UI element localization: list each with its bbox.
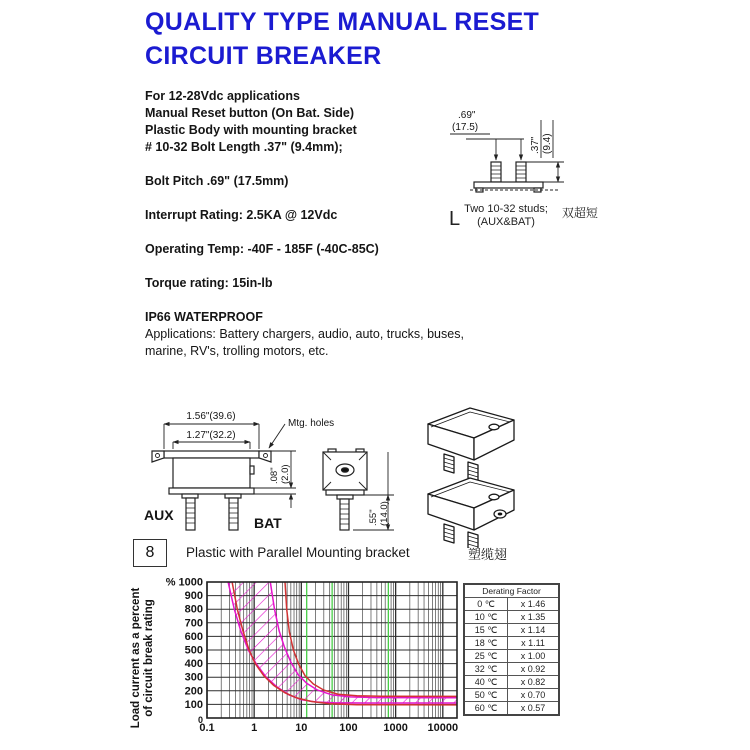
svg-text:700: 700 xyxy=(184,617,203,630)
spec-line-temp: Operating Temp: -40F - 185F (-40C-85C) xyxy=(145,242,379,256)
figure-number-box xyxy=(133,539,167,567)
label-bat: BAT xyxy=(254,515,282,531)
derating-row: 50 ℃ x 0.70 xyxy=(464,689,559,702)
stud-pitch-diagram xyxy=(446,106,611,200)
derating-row: 25 ℃ x 1.00 xyxy=(464,650,559,663)
dim-stud-mm: (14.0) xyxy=(379,501,390,526)
isometric-unit-top xyxy=(428,408,514,481)
dim-width-inner: 1.27"(32.2) xyxy=(186,430,236,441)
derating-row: 18 ℃ x 1.11 xyxy=(464,637,559,650)
stud-diagram-caption xyxy=(449,203,598,229)
svg-text:Load current as a percent: Load current as a percent xyxy=(130,587,142,729)
spec-line-ip66: IP66 WATERPROOF xyxy=(145,310,263,324)
derating-row: 60 ℃ x 0.57 xyxy=(464,702,559,716)
svg-text:% 1000: % 1000 xyxy=(165,576,203,589)
spec-line-body: Plastic Body with mounting bracket xyxy=(145,123,357,137)
page-title-line2: CIRCUIT BREAKER xyxy=(145,42,382,70)
figure-caption: Plastic with Parallel Mounting bracket xyxy=(186,545,410,560)
figure-caption-chinese: 塑缆翅 xyxy=(468,547,508,562)
dim-length-mm: (9.4) xyxy=(542,133,553,154)
spec-line-pitch: Bolt Pitch .69" (17.5mm) xyxy=(145,174,289,188)
derating-row: 40 ℃ x 0.82 xyxy=(464,676,559,689)
svg-text:10: 10 xyxy=(295,722,308,734)
derating-row: 15 ℃ x 1.14 xyxy=(464,624,559,637)
svg-text:400: 400 xyxy=(184,658,203,671)
page-title xyxy=(145,5,539,73)
dim-length-inch: .37" xyxy=(530,136,541,154)
dim-flange-inch: .08" xyxy=(269,467,280,484)
dim-width-outer: 1.56"(39.6) xyxy=(186,411,236,422)
page-title-line1: QUALITY TYPE MANUAL RESET xyxy=(145,8,540,36)
svg-text:1000: 1000 xyxy=(383,722,408,734)
stud-caption-line1: Two 10-32 studs; xyxy=(464,203,548,215)
spec-list xyxy=(145,88,497,360)
dim-flange-mm: (2.0) xyxy=(280,464,291,484)
svg-text:300: 300 xyxy=(184,671,203,684)
svg-text:10000: 10000 xyxy=(427,722,459,734)
spec-line-applications: Applications: Battery chargers, audio, auto, trucks, buses, marine, RV's, trolling motors, etc. xyxy=(145,327,464,358)
spec-line-voltage: For 12-28Vdc applications xyxy=(145,89,300,103)
dimension-drawing xyxy=(138,396,438,544)
svg-text:100: 100 xyxy=(184,698,203,711)
spec-line-bolt: # 10-32 Bolt Length .37" (9.4mm); xyxy=(145,140,343,154)
stud-caption-chinese: 双超短 xyxy=(561,206,598,220)
derating-row: 10 ℃ x 1.35 xyxy=(464,611,559,624)
svg-text:900: 900 xyxy=(184,590,203,603)
spec-line-interrupt: Interrupt Rating: 2.5KA @ 12Vdc xyxy=(145,208,338,222)
svg-text:800: 800 xyxy=(184,603,203,616)
figure-number: 8 xyxy=(145,544,155,561)
corner-mark: L xyxy=(449,208,461,230)
derating-row: 0 ℃ x 1.46 xyxy=(464,598,559,611)
dim-pitch-mm: (17.5) xyxy=(452,122,479,133)
isometric-unit-bottom xyxy=(428,478,514,548)
derating-table-header: Derating Factor xyxy=(464,584,559,598)
svg-text:1: 1 xyxy=(251,722,258,734)
svg-text:200: 200 xyxy=(184,685,203,698)
svg-text:600: 600 xyxy=(184,630,203,643)
svg-text:500: 500 xyxy=(184,644,203,657)
dim-stud-inch: .55" xyxy=(368,509,379,526)
svg-text:0: 0 xyxy=(197,715,203,725)
dim-pitch-inch: .69" xyxy=(458,110,476,121)
svg-text:0.1: 0.1 xyxy=(199,722,215,734)
derating-table xyxy=(463,583,560,716)
derating-row: 32 ℃ x 0.92 xyxy=(464,663,559,676)
svg-text:100: 100 xyxy=(339,722,358,734)
spec-line-torque: Torque rating: 15in-lb xyxy=(145,276,273,290)
mtg-holes-label: Mtg. holes xyxy=(288,418,335,429)
spec-line-reset: Manual Reset button (On Bat. Side) xyxy=(145,106,355,120)
stud-caption-line2: (AUX&BAT) xyxy=(477,216,535,228)
isometric-drawing xyxy=(412,398,537,548)
label-aux: AUX xyxy=(144,507,174,523)
svg-text:of circuit break rating: of circuit break rating xyxy=(143,599,155,717)
